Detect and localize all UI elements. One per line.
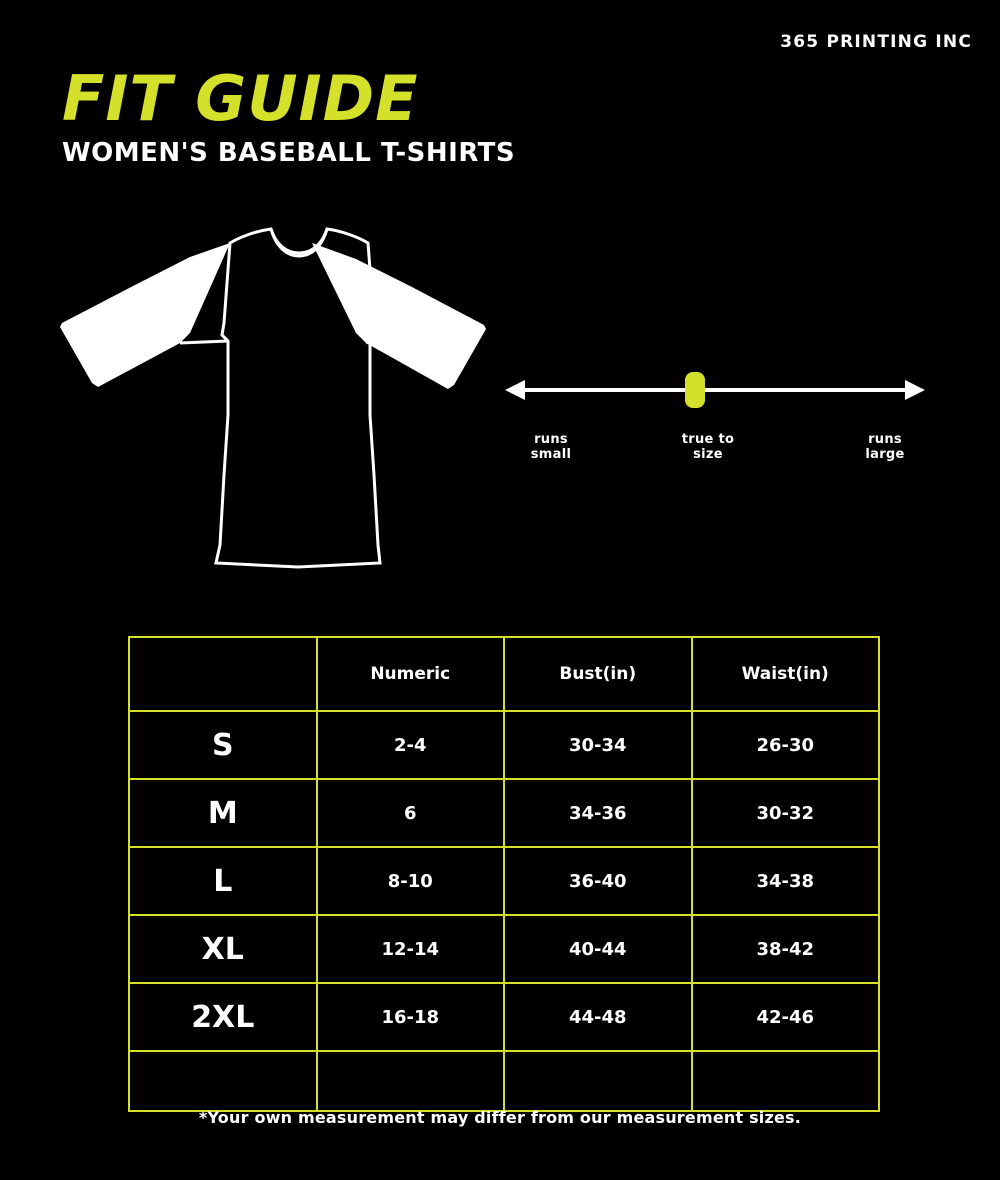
row-waist: 30-32 <box>692 779 880 847</box>
row-bust: 34-36 <box>504 779 692 847</box>
row-waist: 34-38 <box>692 847 880 915</box>
table-header-waist: Waist(in) <box>692 637 880 711</box>
table-row <box>129 779 879 847</box>
footnote: *Your own measurement may differ from our measurement sizes. <box>198 1108 802 1127</box>
page-title: FIT GUIDE <box>62 62 419 135</box>
table-row <box>129 983 879 1051</box>
row-waist: 26-30 <box>692 711 880 779</box>
fit-scale-label-runs-small-line1: runs <box>534 432 568 447</box>
table-row <box>129 915 879 983</box>
row-bust: 40-44 <box>504 915 692 983</box>
row-bust: 44-48 <box>504 983 692 1051</box>
table-row <box>129 847 879 915</box>
fit-scale-label-runs-large-line2: large <box>865 446 905 462</box>
row-size-label: 2XL <box>129 983 317 1051</box>
row-waist: 42-46 <box>692 983 880 1051</box>
tshirt-illustration <box>40 215 540 585</box>
fit-scale-label-true-to-size-line2: size <box>693 446 723 462</box>
row-numeric: 16-18 <box>317 983 505 1051</box>
fit-scale-label-runs-large-line1: runs <box>868 432 902 447</box>
row-numeric: 6 <box>317 779 505 847</box>
row-bust: 36-40 <box>504 847 692 915</box>
fit-scale-label-runs-large <box>845 433 925 463</box>
fit-scale-label-true-to-size <box>663 433 753 463</box>
row-size-label <box>129 1051 317 1111</box>
table-row <box>129 711 879 779</box>
row-size-label: L <box>129 847 317 915</box>
row-numeric <box>317 1051 505 1111</box>
table-header-blank <box>129 637 317 711</box>
brand-name: 365 PRINTING INC <box>780 32 972 52</box>
size-chart-table <box>128 636 880 1112</box>
size-table-container <box>128 636 880 1112</box>
fit-scale <box>505 360 925 480</box>
row-size-label: XL <box>129 915 317 983</box>
table-header-row <box>129 637 879 711</box>
page-subtitle: WOMEN'S BASEBALL T-SHIRTS <box>62 138 516 168</box>
row-numeric: 2-4 <box>317 711 505 779</box>
row-waist <box>692 1051 880 1111</box>
row-bust <box>504 1051 692 1111</box>
row-waist: 38-42 <box>692 915 880 983</box>
row-size-label: M <box>129 779 317 847</box>
row-numeric: 8-10 <box>317 847 505 915</box>
table-header-numeric: Numeric <box>317 637 505 711</box>
table-header-bust: Bust(in) <box>504 637 692 711</box>
table-row <box>129 1051 879 1111</box>
row-bust: 30-34 <box>504 711 692 779</box>
row-numeric: 12-14 <box>317 915 505 983</box>
fit-scale-label-runs-small <box>509 433 593 463</box>
row-size-label: S <box>129 711 317 779</box>
fit-scale-label-true-to-size-line1: true to <box>681 432 735 447</box>
fit-scale-label-runs-small-line2: small <box>530 446 572 462</box>
